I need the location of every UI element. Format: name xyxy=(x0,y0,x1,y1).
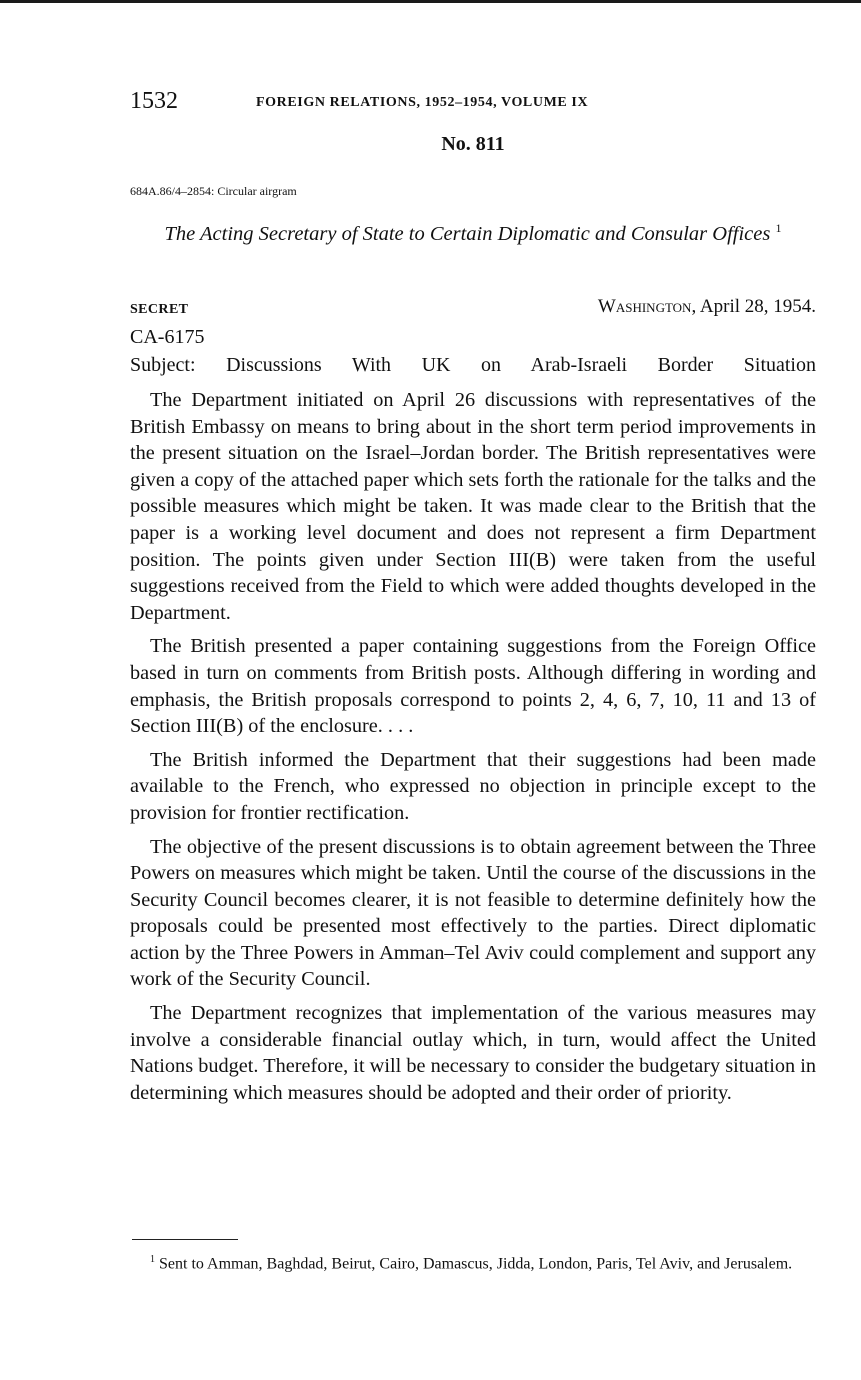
file-reference: 684A.86/4–2854: Circular airgram xyxy=(130,184,297,198)
body-text xyxy=(130,387,816,1113)
footnote xyxy=(130,1249,816,1275)
document-title xyxy=(130,215,816,248)
dateline-date: , April 28, 1954. xyxy=(691,296,816,317)
paragraph-5: The Department recognizes that implementation of the various measures may involve a considerable financial outlay which, in turn, would affect the United Nations budget. Therefore, it will be necessary to consider the budgetary situation in determining which measures should be adopted and their order of priority. xyxy=(130,1002,816,1104)
document-title-text: The Acting Secretary of State to Certain Diplomatic and Consular Offices xyxy=(164,222,771,245)
footnote-divider xyxy=(132,1239,238,1240)
dateline-place: Washington xyxy=(597,296,692,317)
dateline xyxy=(598,296,816,318)
top-border xyxy=(0,0,861,3)
footnote-text: Sent to Amman, Baghdad, Beirut, Cairo, Damascus, Jidda, London, Paris, Tel Aviv, and Jerusalem. xyxy=(155,1255,793,1273)
running-head xyxy=(130,88,816,118)
title-footnote-marker: 1 xyxy=(775,221,782,235)
footnote-marker: 1 xyxy=(150,1254,155,1265)
subject-line: Subject: Discussions With UK on Arab-Israeli Border Situation xyxy=(130,354,816,376)
classification: SECRET xyxy=(130,302,189,317)
paragraph-2: The British presented a paper containing suggestions from the Foreign Office based in turn on comments from British posts. Although differing in wording and emphasis, the British proposals correspond to points 2, 4, 6, 7, 10, 11 and 13 of Section III(B) of the enclosure. . . . xyxy=(130,635,816,738)
paragraph-4: The objective of the present discussions is to obtain agreement between the Three Powers on measures which might be taken. Until the course of the discussions in the Security Council becomes clearer, it is not feasible to determine definitely how the proposals could be presented most effectively to the parties. Direct diplomatic action by the Three Powers in Amman–Tel Aviv could complement and support any work of the Security Council. xyxy=(130,835,816,991)
paragraph-3: The British informed the Department that their suggestions had been made available to the French, who expressed no objection in principle except to the provision for frontier rectification. xyxy=(130,748,816,824)
page-number: 1532 xyxy=(130,88,178,114)
document-number: No. 811 xyxy=(441,133,505,155)
running-title: FOREIGN RELATIONS, 1952–1954, VOLUME IX xyxy=(256,95,589,110)
document-code: CA-6175 xyxy=(130,326,205,348)
paragraph-1: The Department initiated on April 26 discussions with representatives of the British Embassy on means to bring about in the short term period improvements in the present situation on the Israel–Jordan border. The British representatives were given a copy of the attached paper which sets forth the rationale for the talks and the possible measures which might be taken. It was made clear to the British that the paper is a working level document and does not represent a firm Department position. The points given under Section III(B) were taken from the useful suggestions received from the Field to which were added thoughts developed in the Department. xyxy=(130,389,816,624)
